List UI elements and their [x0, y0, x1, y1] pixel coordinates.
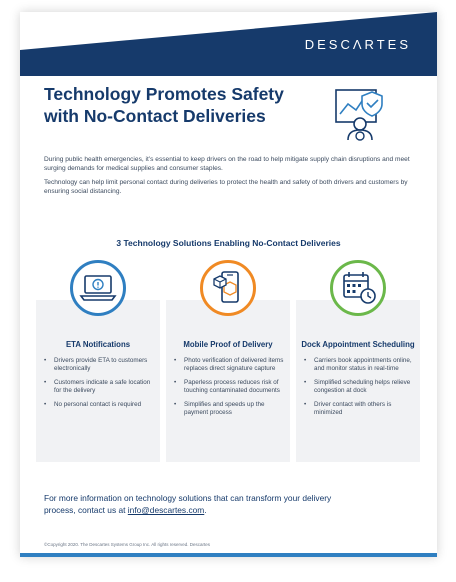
list-item: • Simplifies and speeds up the payment process	[172, 401, 286, 417]
list-item: • Driver contact with others is minimized	[302, 401, 416, 417]
card-eta-notifications	[36, 300, 160, 462]
intro-paragraph-2: Technology can help limit personal contact during deliveries to protect the health and safety of both drivers and customers by ensuring social distancing.	[44, 179, 408, 195]
descartes-logo: DESCΛRTES	[304, 37, 411, 52]
document-page	[20, 12, 437, 557]
list-item: • Drivers provide ETA to customers electronically	[42, 357, 156, 373]
title-line-1: Technology Promotes Safety	[44, 84, 284, 104]
bottom-accent-bar	[20, 553, 437, 557]
phone-package-icon	[200, 260, 256, 316]
footer-line-2	[44, 504, 404, 516]
list-item: • Paperless process reduces risk of touching contaminated documents	[172, 379, 286, 395]
card-title: Mobile Proof of Delivery	[183, 340, 273, 349]
footer-line-2-suffix: .	[204, 505, 207, 515]
footer-contact-text	[44, 492, 404, 516]
card-title: Dock Appointment Scheduling	[301, 340, 415, 349]
page-title	[44, 83, 314, 127]
calendar-clock-icon	[330, 260, 386, 316]
list-item: • Photo verification of delivered items replaces direct signature capture	[172, 357, 286, 373]
email-link[interactable]: info@descartes.com	[127, 505, 205, 515]
list-item: • Customers indicate a safe location for the delivery	[42, 379, 156, 395]
title-line-2: with No-Contact Deliveries	[44, 106, 266, 126]
laptop-alert-icon	[70, 260, 126, 316]
intro-text	[44, 155, 416, 201]
list-item: • Simplified scheduling helps relieve congestion at dock	[302, 379, 416, 395]
solutions-heading: 3 Technology Solutions Enabling No-Contact Deliveries	[116, 238, 341, 248]
card-bullets	[172, 357, 286, 423]
list-item: • Carriers book appointments online, and monitor status in real-time	[302, 357, 416, 373]
intro-paragraph-1: During public health emergencies, it’s essential to keep drivers on the road to help mitigate supply chain disruptions and meet surging demands for medical supplies and consumer staples.	[44, 156, 410, 172]
footer-line-2-prefix: process, contact us at	[44, 505, 128, 515]
copyright-text: ©Copyright 2020. The Descartes Systems Group Inc. All rights reserved. Descartes	[44, 542, 211, 547]
card-bullets	[302, 357, 416, 423]
card-bullets	[42, 357, 156, 415]
card-dock-appointment-scheduling	[296, 300, 420, 462]
footer-line-1: For more information on technology solutions that can transform your delivery	[44, 493, 332, 503]
card-title: ETA Notifications	[65, 340, 131, 349]
list-item: • No personal contact is required	[42, 401, 156, 409]
hero-driver-map-icon	[332, 86, 392, 142]
card-mobile-proof-of-delivery	[166, 300, 290, 462]
